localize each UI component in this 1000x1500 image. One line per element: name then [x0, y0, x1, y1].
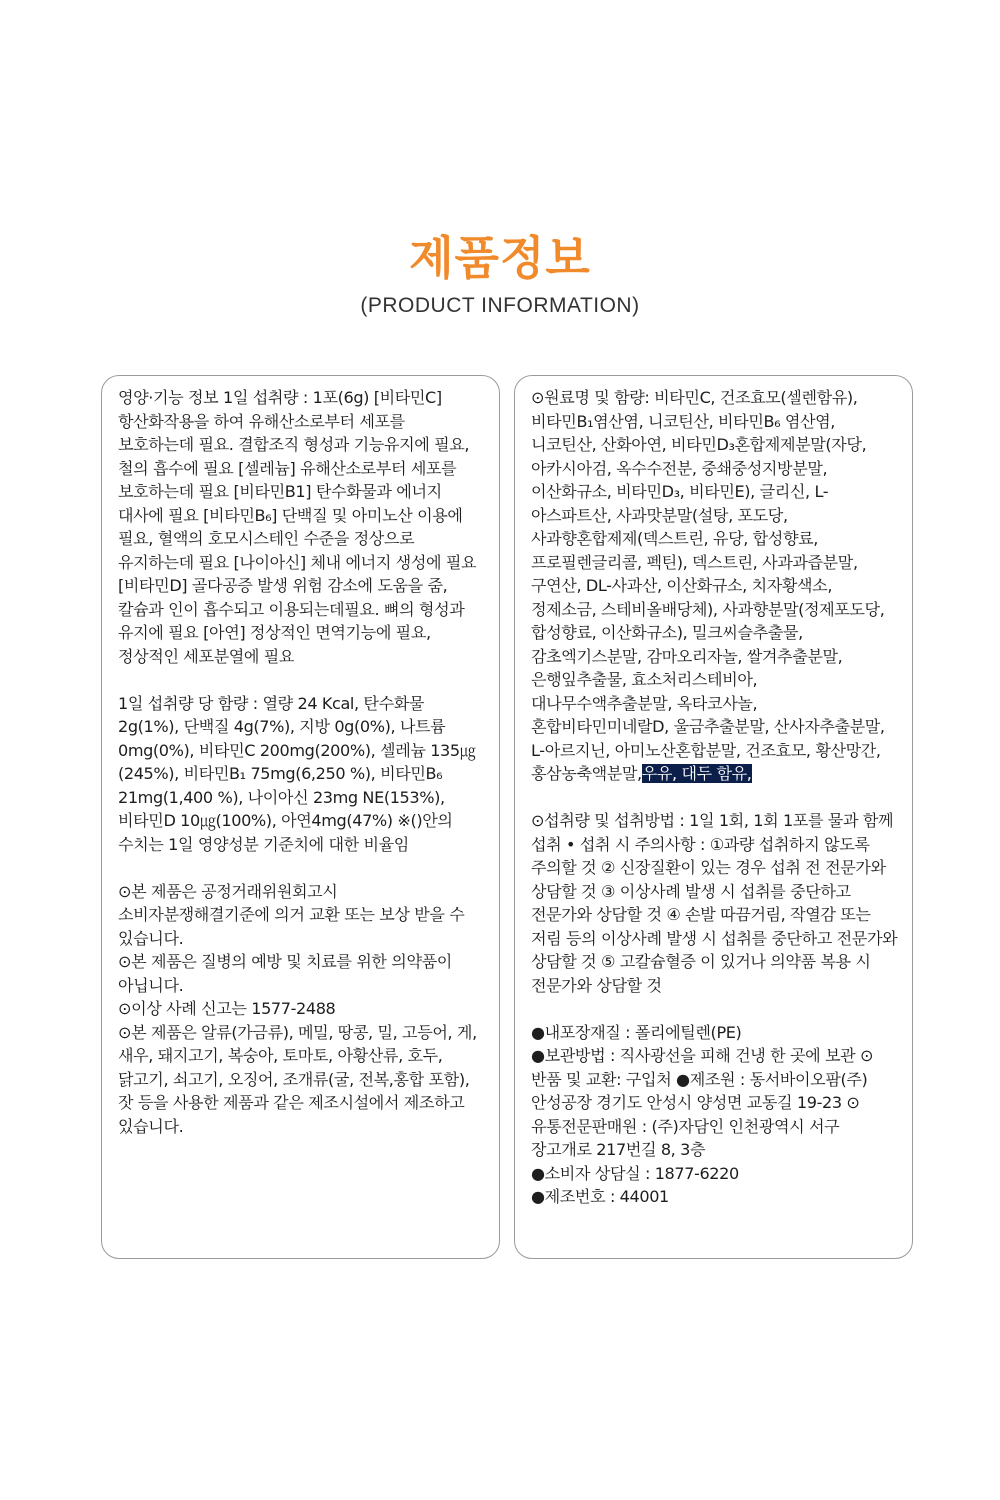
- ingredients-text: [531, 386, 898, 786]
- paragraph-gap: [531, 786, 898, 810]
- paragraph-gap: [118, 856, 485, 880]
- page-title: 제품정보: [409, 231, 591, 285]
- adverse-report-text: ⊙이상 사례 신고는 1577-2488: [118, 999, 336, 1018]
- functional-info-text: 영양·기능 정보 1일 섭취량 : 1포(6g) [비타민C] 항산화작용을 하여 유해산소로부터 세포를 보호하는데 필요. 결합조직 형성과 기능유지에 필요, 철의 흡수에 필요 [셀레늄] 유해산소로부터 세포를 보호하는데 필요 [비타민B1] 탄수화물과 에너지 대사에 필요 [비타민B₆] 단백질 및 아미노산 이용에 필요, 혈액의 호모시스테인 수준을 정상으로 유지하는데 필요 [나이아신] 체내 에너지 생성에 필요 [비타민D] 골다공증 발생 위험 감소에 도움을 줌, 칼슘과 인이 흡수되고 이용되는데필요. 뼈의 형성과 유지에 필요 [아연] 정상적인 면역기능에 필요, 정상적인 세포분열에 필요: [118, 388, 477, 666]
- nutrition-info-panel: [101, 375, 500, 1259]
- paragraph-gap: [118, 668, 485, 692]
- intake-method-text: ⊙섭취량 및 섭취방법 : 1일 1회, 1회 1포를 물과 함께 섭취 • 섭취 시 주의사항 : ①과량 섭취하지 않도록 주의할 것 ② 신장질환이 있는 경우 섭취 전 전문가와 상담할 것 ③ 이상사례 발생 시 섭취를 중단하고 전문가와 상담할 것 ④ 손발 따끔거림, 작열감 또는 저림 등의 이상사례 발생 시 섭취를 중단하고 전문가와 상담할 것 ⑤ 고칼슘혈증 이 있거나 의약품 복용 시 전문가와 상담할 것: [531, 811, 898, 995]
- allergen-facility-text: ⊙본 제품은 알류(가금류), 메밀, 땅콩, 밀, 고등어, 게, 새우, 돼지고기, 복숭아, 토마토, 아황산류, 호두, 닭고기, 쇠고기, 오징어, 조개류(굴, 전복,홍합 포함), 잣 등을 사용한 제품과 같은 제조시설에서 제조하고 있습니다.: [118, 1022, 477, 1136]
- manufacture-number-text: ●제조번호 : 44001: [531, 1187, 669, 1206]
- paragraph-gap: [531, 997, 898, 1021]
- exchange-notice-text: ⊙본 제품은 공정거래위원회고시 소비자분쟁해결기준에 의거 교환 또는 보상 받을 수 있습니다.: [118, 881, 465, 948]
- not-medicine-notice-text: ⊙본 제품은 질병의 예방 및 치료를 위한 의약품이 아닙니다.: [118, 952, 452, 995]
- page-subtitle: (PRODUCT INFORMATION): [360, 294, 640, 317]
- ingredients-list: ⊙원료명 및 함량: 비타민C, 건조효모(셀렌함유), 비타민B₁염산염, 니코틴산, 비타민B₆ 염산염, 니코틴산, 산화아연, 비타민D₃혼합제제분말(자당, 아카시아검, 옥수수전분, 중쇄중성지방분말, 이산화규소, 비타민D₃, 비타민E), 글리신, L-아스파트산, 사과맛분말(설탕, 포도당, 사과향혼합제제(덱스트린, 유당, 합성향료, 프로필렌글리콜, 펙틴), 덱스트린, 사과과즙분말, 구연산, DL-사과산, 이산화규소, 치자황색소, 정제소금, 스테비올배당체), 사과향분말(정제포도당, 합성향료, 이산화규소), 밀크씨슬추출물, 감초엑기스분말, 감마오리자놀, 쌀겨추출분말, 은행잎추출물, 효소처리스테비아, 대나무수액추출분말, 옥타코사놀, 혼합비타민미네랄D, 울금추출분말, 산사자추출분말, L-아르지닌, 아미노산혼합분말, 건조효모, 황산망간, 홍삼농축액분말,: [531, 388, 885, 783]
- consumer-center-text: ●소비자 상담실 : 1877-6220: [531, 1163, 739, 1183]
- ingredients-panel: [514, 375, 913, 1259]
- allergen-highlight: 우유, 대두 함유,: [641, 764, 752, 783]
- storage-maker-text: ●보관방법 : 직사광선을 피해 건냉 한 곳에 보관 ⊙반품 및 교환: 구입처 ●제조원 : 동서바이오팜(주) 안성공장 경기도 안성시 양성면 교동길 19-23 ⊙유통전문판매원 : (주)자담인 인천광역시 서구 장고개로 217번길 8, 3층: [531, 1046, 874, 1159]
- nutrition-content-text: 1일 섭취량 당 함량 : 열량 24 Kcal, 탄수화물 2g(1%), 단백질 4g(7%), 지방 0g(0%), 나트륨 0mg(0%), 비타민C 200mg(200%), 셀레늄 135㎍(245%), 비타민B₁ 75mg(6,250 %), 비타민B₆ 21mg(1,400 %), 나이아신 23mg NE(153%), 비타민D 10㎍(100%), 아연4mg(47%) ※()안의 수치는 1일 영양성분 기준치에 대한 비율임: [118, 693, 476, 854]
- packaging-text: ●내포장재질 : 폴리에틸렌(PE): [531, 1022, 742, 1042]
